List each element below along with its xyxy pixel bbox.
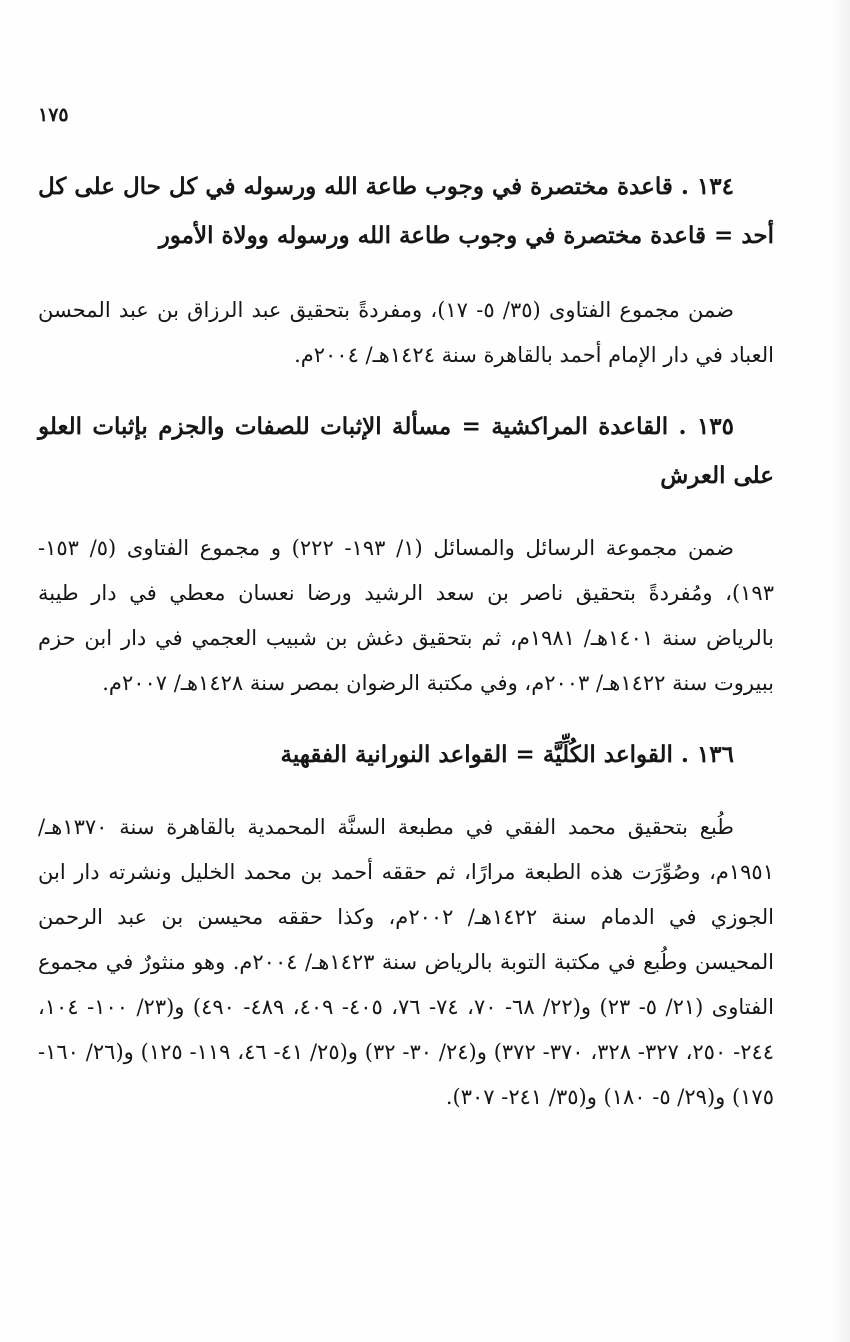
page-number: ١٧٥	[38, 104, 69, 126]
entry-136-title: ١٣٦ . القواعد الكُلِّيَّة = القواعد النورانية الفقهية	[280, 741, 734, 768]
entry-135-title: ١٣٥ . القاعدة المراكشية = مسألة الإثبات للصفات والجزم بإثبات العلو على العرش	[38, 413, 774, 489]
entry-134-title: ١٣٤ . قاعدة مختصرة في وجوب طاعة الله ورسوله في كل حال على كل أحد = قاعدة مختصرة في وجوب طاعة الله ورسوله وولاة الأمور	[38, 173, 774, 249]
entry-134-body: ضمن مجموع الفتاوى (٣٥/ ٥- ١٧)، ومفردةً بتحقيق عبد الرزاق بن عبد المحسن العباد في دار الإمام أحمد بالقاهرة سنة ١٤٢٤هـ/ ٢٠٠٤م.	[38, 298, 774, 367]
page-edge-shadow	[832, 0, 850, 1342]
page-content	[38, 162, 774, 1120]
entry-136-body: طُبع بتحقيق محمد الفقي في مطبعة السنَّة المحمدية بالقاهرة سنة ١٣٧٠هـ/ ١٩٥١م، وصُوِّرَت هذه الطبعة مرارًا، ثم حققه أحمد بن محمد الخليل ونشرته دار ابن الجوزي في الدمام سنة ١٤٢٢هـ/ ٢٠٠٢م، وكذا حققه محيسن بن عبد الرحمن المحيسن وطُبع في مكتبة التوبة بالرياض سنة ١٤٢٣هـ/ ٢٠٠٤م. وهو منثورٌ في مجموع الفتاوى (٢١/ ٥- ٢٣) و(٢٢/ ٦٨- ٧٠، ٧٤- ٧٦، ٤٠٥- ٤٠٩، ٤٨٩- ٤٩٠) و(٢٣/ ١٠٠- ١٠٤، ٢٤٤- ٢٥٠، ٣٢٧- ٣٢٨، ٣٧٠- ٣٧٢) و(٢٤/ ٣٠- ٣٢) و(٢٥/ ٤١- ٤٦، ١١٩- ١٢٥) و(٢٦/ ١٦٠- ١٧٥) و(٢٩/ ٥- ١٨٠) و(٣٥/ ٢٤١- ٣٠٧).	[38, 815, 775, 1109]
entry-135-body: ضمن مجموعة الرسائل والمسائل (١/ ١٩٣- ٢٢٢) و مجموع الفتاوى (٥/ ١٥٣- ١٩٣)، ومُفردةً بتحقيق ناصر بن سعد الرشيد ورضا نعسان معطي في دار طيبة بالرياض سنة ١٤٠١هـ/ ١٩٨١م، ثم بتحقيق دغش بن شبيب العجمي في دار ابن حزم ببيروت سنة ١٤٢٢هـ/ ٢٠٠٣م، وفي مكتبة الرضوان بمصر سنة ١٤٢٨هـ/ ٢٠٠٧م.	[38, 536, 774, 695]
